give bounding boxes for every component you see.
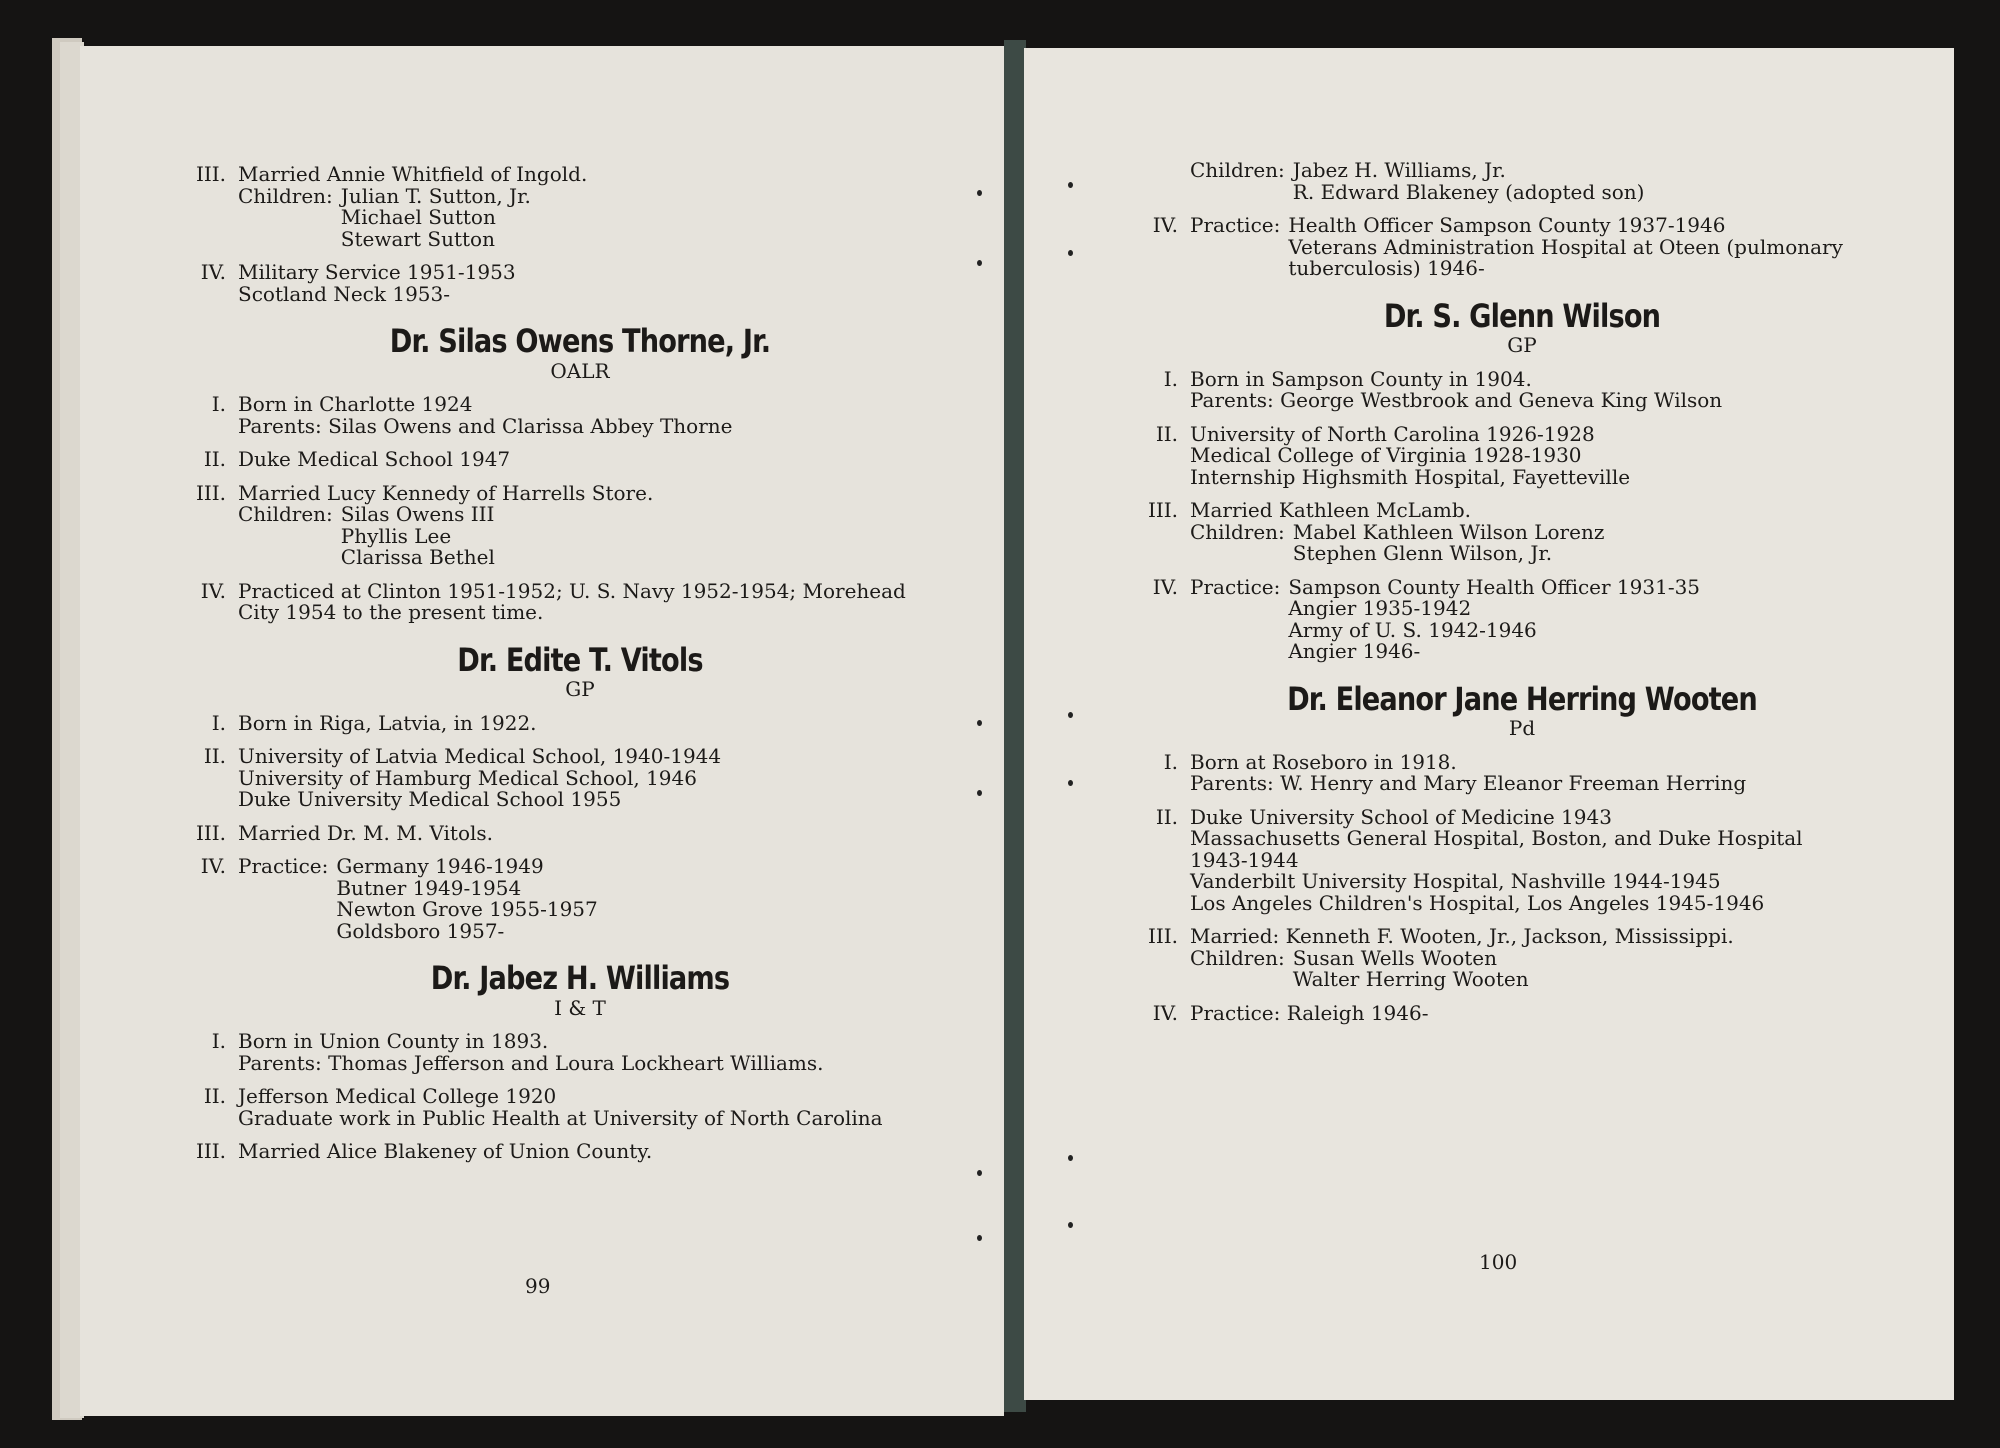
entry-line: Practiced at Clinton 1951-1952; U. S. Navy 1952-1954; Morehead [238,578,906,603]
entry-numeral: IV. [200,260,226,284]
child-name: Julian T. Sutton, Jr. [340,183,531,208]
entry-body [1190,926,1912,991]
binding-hole [1068,250,1073,256]
entry-numeral: III. [195,162,226,186]
binding-hole [1068,1222,1073,1228]
child-name: Stephen Glenn Wilson, Jr. [1292,541,1553,565]
child-name: Phyllis Lee [340,523,452,548]
entry-body [238,394,980,437]
binding-hole [977,720,982,726]
practice-line: Butner 1949-1954 [336,875,522,900]
entry-line: Born in Sampson County in 1904. [1190,366,1532,391]
entry-body [238,820,980,845]
practice-line: Army of U. S. 1942-1946 [1288,617,1537,642]
entry-numeral [1132,160,1190,203]
entry-numeral: I. [211,392,226,416]
children-label: Children: [238,502,333,526]
doctor-specialty: I & T [554,995,606,1020]
entry-item [180,164,980,250]
entry-line: Born in Charlotte 1924 [238,392,473,416]
binding-hole [977,1170,982,1176]
entry-line: Parents: George Westbrook and Geneva King Wilson [1190,388,1723,412]
entry-item [180,856,980,942]
binding-hole [977,1235,982,1241]
child-name: Clarissa Bethel [340,545,495,569]
practice-list [336,856,597,942]
entry-line: University of North Carolina 1926-1928 [1190,421,1595,446]
entry-body [1190,574,1912,663]
entry-body [238,164,980,250]
entry-numeral: IV. [1152,574,1178,599]
entry-body [1190,1000,1912,1025]
entry-item [180,1086,980,1129]
children-label: Children: [1190,945,1285,970]
entry-item [180,820,980,845]
entry-line: Parents: Thomas Jefferson and Loura Lockheart Williams. [238,1050,824,1075]
entry-item [180,1141,980,1163]
entry-line: Medical College of Virginia 1928-1930 [1190,443,1582,467]
doctor-name-heading: Dr. S. Glenn Wilson [1383,296,1661,335]
entry-line: Born in Riga, Latvia, in 1922. [238,710,537,735]
right-page-content [1132,160,1912,1036]
children-list [1293,160,1645,203]
entry-item [1132,215,1912,280]
practice-label: Practice: [1190,213,1281,237]
practice-label: Practice: [1190,574,1281,599]
entry-line: City 1954 to the present time. [238,600,544,624]
doctor-specialty: Pd [1508,716,1536,740]
entry-numeral: III. [195,820,226,845]
entry-line: Duke University Medical School 1955 [238,787,622,811]
doctor-name-heading: Dr. Jabez H. Williams [430,959,730,997]
entry-numeral: III. [1147,498,1178,522]
practice-line: Angier 1946- [1288,639,1421,663]
practice-line: Angier 1935-1942 [1288,596,1472,620]
child-name: Walter Herring Wooten [1292,967,1529,991]
entry-body [1190,215,1912,280]
entry-line: Massachusetts General Hospital, Boston, and Duke Hospital [1190,826,1803,850]
entry-item [180,1031,980,1074]
child-name: Mabel Kathleen Wilson Lorenz [1292,519,1605,544]
entry-item [180,262,980,305]
entry-body [238,746,980,811]
entry-item [1132,500,1912,565]
children-block [1190,945,1912,991]
entry-line: University of Hamburg Medical School, 1946 [238,765,697,790]
entry-body [238,262,980,305]
binding-hole [1068,780,1073,786]
practice-line: tuberculosis) 1946- [1288,256,1485,280]
child-name: Michael Sutton [340,205,496,229]
entry-body [238,578,980,624]
entry-numeral: III. [195,1139,226,1163]
entry-line: Married Lucy Kennedy of Harrells Store. [238,480,654,505]
page-number: 99 [525,1274,551,1298]
left-page-content [180,164,980,1175]
doctor-specialty: OALR [550,358,610,383]
children-label: Children: [1190,519,1285,544]
entry-numeral: II. [1155,804,1178,829]
binding-hole [977,190,982,196]
entry-body [238,1086,980,1129]
entry-item [180,480,980,569]
book-spine [1004,40,1026,1412]
entry-numeral: II. [203,1084,226,1108]
child-name: Jabez H. Williams, Jr. [1292,158,1506,182]
doctor-name-heading: Dr. Eleanor Jane Herring Wooten [1287,679,1757,718]
practice-label: Practice: [238,854,329,878]
entry-numeral: II. [203,744,226,768]
entry-line: Jefferson Medical College 1920 [238,1084,557,1108]
entry-numeral: I. [211,710,226,735]
children-label: Children: [238,183,333,208]
doctor-name-heading: Dr. Silas Owens Thorne, Jr. [389,322,771,360]
child-name: Silas Owens III [340,502,495,526]
entry-line: Married Alice Blakeney of Union County. [238,1139,653,1163]
practice-block [238,856,980,942]
entry-body [1190,749,1912,795]
children-block [238,183,980,251]
entry-body [1190,366,1912,412]
children-block [1190,519,1912,565]
children-block [1190,160,1912,203]
entry-line: 1943-1944 [1190,847,1299,872]
children-list [341,504,495,569]
entry-line: University of Latvia Medical School, 1940-1944 [238,744,722,768]
binding-hole [1068,712,1073,718]
entry-body [238,856,980,942]
entry-item [1132,1000,1912,1025]
entry-item [180,710,980,735]
entry-line: Practice: Raleigh 1946- [1190,1000,1429,1025]
entry-numeral: I. [1163,749,1178,774]
entry-line: Parents: Silas Owens and Clarissa Abbey Thorne [238,413,733,438]
practice-line: Veterans Administration Hospital at Oteen (pulmonary [1288,234,1843,259]
entry-numeral: II. [203,447,226,471]
entry-item [1132,804,1912,915]
practice-list [1288,215,1843,280]
entry-item [1132,926,1912,991]
practice-line: Sampson County Health Officer 1931-35 [1288,574,1701,599]
practice-block [1190,215,1912,280]
entry-line: Duke University School of Medicine 1943 [1190,804,1612,829]
entry-body [1190,500,1912,565]
entry-item [180,746,980,811]
entry-body [238,1141,980,1163]
entry-body [1190,804,1912,915]
entry-item [180,578,980,624]
entry-line: Internship Highsmith Hospital, Fayetteville [1190,464,1631,489]
entry-line: Married: Kenneth F. Wooten, Jr., Jackson, Mississippi. [1190,924,1734,948]
entry-numeral: II. [1155,421,1178,446]
entry-line: Born at Roseboro in 1918. [1190,749,1457,774]
binding-hole [1068,182,1073,188]
entry-item [1132,366,1912,412]
entry-numeral: IV. [200,578,226,603]
entry-numeral: I. [1163,366,1178,391]
entry-line: Scotland Neck 1953- [238,281,451,306]
entry-item [1132,160,1912,203]
entry-line: Married Kathleen McLamb. [1190,498,1472,522]
practice-block [1190,574,1912,663]
child-name: Stewart Sutton [340,226,495,251]
entry-item [1132,421,1912,489]
entry-numeral: IV. [200,854,226,878]
children-list [340,183,531,251]
doctor-name-heading: Dr. Edite T. Vitols [457,640,703,679]
entry-body [238,449,980,471]
entry-line: Married Dr. M. M. Vitols. [238,820,493,845]
entry-line: Married Annie Whitfield of Ingold. [238,162,588,186]
children-list [1292,945,1529,991]
practice-line: Health Officer Sampson County 1937-1946 [1288,213,1726,237]
binding-hole [1068,1155,1073,1161]
child-name: Susan Wells Wooten [1292,945,1498,970]
page-number: 100 [1479,1250,1518,1274]
binding-hole [977,260,982,266]
entry-line: Los Angeles Children's Hospital, Los Angeles 1945-1946 [1190,890,1765,915]
entry-body [238,1031,980,1074]
practice-list [1288,574,1701,663]
entry-numeral: I. [211,1029,226,1053]
entry-body [238,710,980,735]
children-block [238,504,980,569]
child-name: R. Edward Blakeney (adopted son) [1292,179,1645,204]
practice-line: Goldsboro 1957- [336,918,505,943]
entry-line: Duke Medical School 1947 [238,447,511,471]
doctor-specialty: GP [565,677,595,701]
practice-line: Newton Grove 1955-1957 [336,897,598,921]
entry-item [180,394,980,437]
entry-line: Military Service 1951-1953 [238,260,516,284]
doctor-specialty: GP [1507,333,1537,357]
entry-line: Born in Union County in 1893. [238,1029,549,1053]
entry-item [1132,749,1912,795]
entry-body [238,480,980,569]
entry-line: Vanderbilt University Hospital, Nashville 1944-1945 [1190,869,1721,893]
entry-numeral: III. [1147,924,1178,948]
entry-numeral: III. [195,480,226,505]
children-label: Children: [1190,158,1285,182]
practice-line: Germany 1946-1949 [336,854,544,878]
binding-hole [977,790,982,796]
entry-line: Graduate work in Public Health at University of North Carolina [238,1105,883,1130]
entry-item [1132,574,1912,663]
entry-body [1190,421,1912,489]
children-list [1292,519,1605,565]
entry-line: Parents: W. Henry and Mary Eleanor Freeman Herring [1190,771,1747,795]
left-page [80,46,1004,1416]
right-page [1024,48,1954,1400]
entry-numeral: IV. [1152,213,1178,237]
entry-item [180,449,980,471]
entry-numeral: IV. [1152,1000,1178,1025]
entry-body [1190,160,1912,203]
